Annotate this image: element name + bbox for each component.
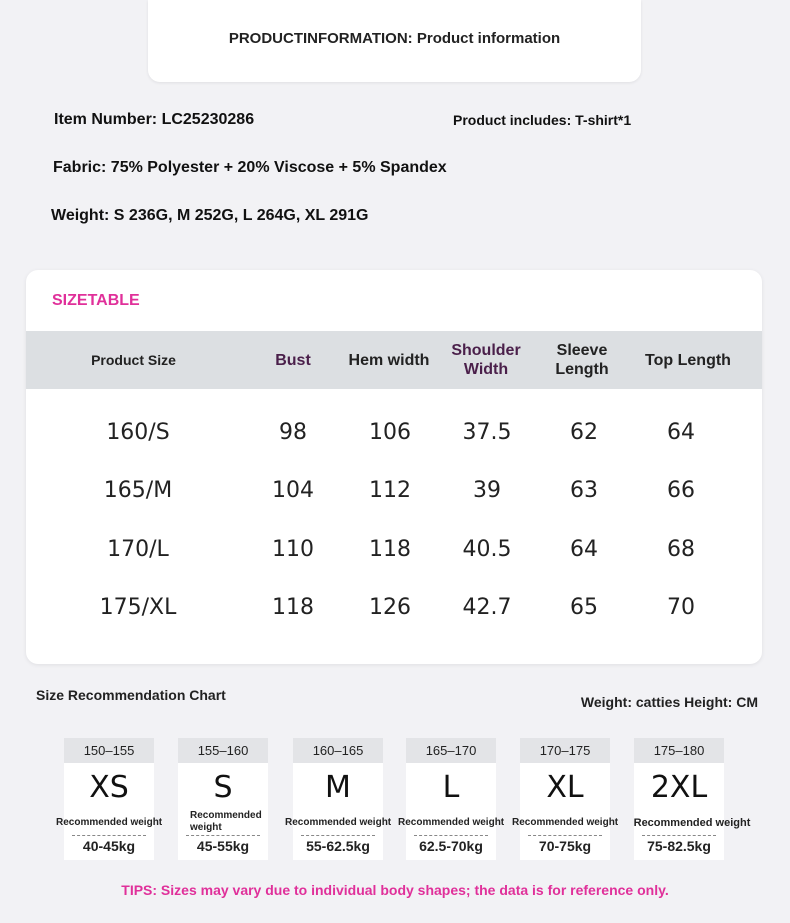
size-badge-xl [512,738,619,860]
header-product-size: Product Size [91,351,176,368]
cell-hem-width: 126 [369,594,411,620]
badge-weight-range: 75-82.5kg [647,838,711,854]
header-hem-width: Hem width [348,351,430,369]
size-badge-m [285,738,392,860]
badge-weight-range: 45-55kg [196,838,250,854]
badge-size: S [213,770,233,805]
badge-divider [72,835,146,836]
cell-bust: 104 [272,477,314,503]
badge-height-range: 175–180 [634,738,724,763]
size-table-card [26,270,762,664]
cell-size: 170/L [107,536,169,562]
cell-shoulder-width: 40.5 [462,536,512,562]
badge-recommended-label: Recommended weight [56,817,163,828]
table-row [26,470,762,510]
badge-height-range: 155–160 [178,738,268,763]
cell-size: 165/M [103,477,173,503]
badge-weight-range: 70-75kg [538,838,592,854]
badge-recommended-label: Recommended weight [512,817,619,828]
badge-divider [186,835,260,836]
badge-height-range: 170–175 [520,738,610,763]
size-table-header [26,331,762,389]
badge-recommended-label: Recommended weight [190,810,262,833]
table-row [26,529,762,569]
cell-sleeve-length: 65 [570,594,598,620]
product-includes: Product includes: T-shirt*1 [453,112,632,128]
table-row [26,412,762,452]
cell-hem-width: 106 [369,419,411,445]
badge-size: M [325,770,351,805]
cell-shoulder-width: 42.7 [462,594,512,620]
product-information-card [148,0,641,82]
badge-size: L [442,770,460,805]
badge-divider [642,835,716,836]
header-bust: Bust [275,351,311,369]
size-badge-l [398,738,505,860]
badge-divider [301,835,375,836]
badge-recommended-label: Recommended weight [398,817,505,828]
cell-sleeve-length: 64 [570,536,598,562]
header-sleeve-length: Sleeve Length [555,342,609,378]
badge-divider [528,835,602,836]
header-top-length: Top Length [645,351,731,369]
garment-weight: Weight: S 236G, M 252G, L 264G, XL 291G [51,207,369,224]
badge-height-range: 160–165 [293,738,383,763]
badge-weight-range: 62.5-70kg [419,838,483,854]
unit-note: Weight: catties Height: CM [580,694,758,710]
size-badge-s [178,738,268,860]
badge-recommended-label: Recommended weight [285,817,392,828]
size-badge-xs [56,738,163,860]
size-recommendation-title: Size Recommendation Chart [36,687,226,703]
table-row [26,587,762,627]
size-badge-2xl [633,738,751,860]
badge-height-range: 165–170 [406,738,496,763]
cell-sleeve-length: 62 [570,419,598,445]
cell-sleeve-length: 63 [570,477,598,503]
cell-top-length: 68 [667,536,695,562]
badge-size: XL [546,770,584,805]
cell-top-length: 70 [667,594,695,620]
cell-top-length: 66 [667,477,695,503]
cell-bust: 110 [272,536,314,562]
badge-size: XS [89,770,129,805]
tips-note: TIPS: Sizes may vary due to individual body shapes; the data is for reference only. [121,882,669,898]
header-shoulder-width: Shoulder Width [451,342,521,378]
cell-bust: 118 [272,594,314,620]
cell-shoulder-width: 39 [473,477,501,503]
cell-hem-width: 118 [369,536,411,562]
badge-divider [414,835,488,836]
cell-shoulder-width: 37.5 [462,419,512,445]
fabric-composition: Fabric: 75% Polyester + 20% Viscose + 5% Spandex [53,159,447,176]
cell-size: 175/XL [99,594,177,620]
badge-weight-range: 40-45kg [82,838,136,854]
badge-size: 2XL [650,770,708,805]
badge-recommended-label: Recommended weight [633,817,751,829]
size-table-title: SIZETABLE [52,292,140,309]
item-number: Item Number: LC25230286 [54,111,255,128]
badge-height-range: 150–155 [64,738,154,763]
cell-top-length: 64 [667,419,695,445]
cell-hem-width: 112 [369,477,411,503]
badge-weight-range: 55-62.5kg [306,838,370,854]
product-information-label: PRODUCTINFORMATION: Product information [228,30,561,47]
cell-bust: 98 [279,419,307,445]
cell-size: 160/S [106,419,170,445]
